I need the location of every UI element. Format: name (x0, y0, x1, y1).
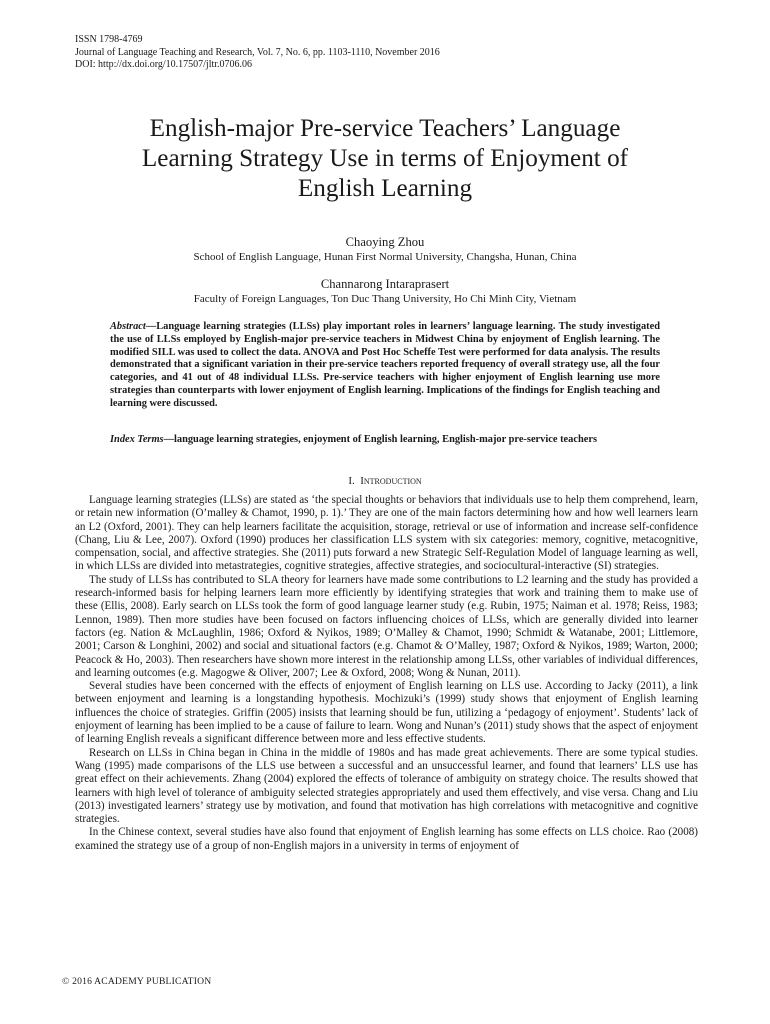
publisher-footer: © 2016 ACADEMY PUBLICATION (62, 976, 212, 987)
index-terms (110, 434, 670, 447)
abstract-label: Abstract (110, 321, 146, 332)
journal-citation-line: Journal of Language Teaching and Research, Vol. 7, No. 6, pp. 1103-1110, November 2016 (75, 46, 440, 58)
author-name-2: Channarong Intaraprasert (320, 277, 450, 291)
paragraph: In the Chinese context, several studies have also found that enjoyment of English learning has some effects on LLS choice. Rao (2008) examined the strategy use of a group of non-English majors in a university in terms of enjoyment of (75, 826, 698, 852)
section-heading (0, 475, 770, 487)
author-affiliation-1: School of English Language, Hunan First Normal University, Changsha, Hunan, China (193, 251, 577, 263)
index-terms-label: Index Terms (110, 434, 164, 445)
body-text (75, 494, 698, 853)
journal-header (75, 34, 440, 72)
abstract-text: —Language learning strategies (LLSs) play important roles in learners’ language learning. The study investigated the use of LLSs employed by English-major pre-service teachers in Midwest China by enjoyment of English learning. The modified SILL was used to collect the data. ANOVA and Post Hoc Scheffe Test were performed for data analysis. The results demonstrated that a significant variation in their pre-service teachers reported frequency of overall strategy use, all the four categories, and 41 out of 48 individual LLSs. Pre-service teachers with higher enjoyment of English learning use more strategies than counterparts with lower enjoyment of English learning. Implications of the findings for English teaching and learning were discussed. (110, 321, 660, 409)
section-title: Introduction (360, 475, 422, 487)
title-line-3: English Learning (297, 175, 473, 202)
title-line-1: English-major Pre-service Teachers’ Language (149, 115, 621, 142)
paper-title (60, 114, 710, 204)
abstract (110, 321, 660, 411)
doi-line: DOI: http://dx.doi.org/10.17507/jltr.0706.06 (75, 59, 253, 71)
paragraph: Several studies have been concerned with the effects of enjoyment of English learning on LLS use. According to Jacky (2011), a link between enjoyment and learning is a longstanding hypothesis. Mochizuki’s (1999) study shows that enjoyment of English learning influences the choice of strategies. Griffin (2005) insists that learning should be fun, utilizing a ‘pedagogy of enjoyment’. Students’ lack of enjoyment of learning has been implied to be a cause of failure to learn. Wong and Nunan’s (2011) study shows that the aspect of enjoyment of learning English reveals a significant difference between more and less effective students. (75, 680, 698, 746)
paragraph: Language learning strategies (LLSs) are stated as ‘the special thoughts or behaviors that individuals use to help them comprehend, learn, or retain new information (O’malley & Chamot, 1990, p. 1).’ They are one of the main factors determining how and how well learners learn an L2 (Oxford, 2001). They can help learners facilitate the acquisition, storage, retrieval or use of information and increase self-confidence (Chang, Liu & Lee, 2007). Oxford (1990) produces her classification LLS system with six categories: memory, cognitive, metacognitive, compensation, social, and affective strategies. She (2011) puts forward a new Strategic Self-Regulation Model of language learning as well, in which LLSs are divided into metastrategies, cognitive strategies, affective strategies, and sociocultural-interactive (SI) strategies. (75, 494, 698, 573)
author-affiliation-2: Faculty of Foreign Languages, Ton Duc Thang University, Ho Chi Minh City, Vietnam (193, 293, 577, 305)
title-line-2: Learning Strategy Use in terms of Enjoyment of (141, 145, 629, 172)
paragraph: Research on LLSs in China began in China in the middle of 1980s and has made great achievements. There are some typical studies. Wang (1995) made comparisons of the LLS use between a successful and an unsuccessful learner, and found that learners’ LLS use has great effect on their achievements. Zhang (2004) explored the effects of tolerance of ambiguity on strategy choice. The results showed that learners with high level of tolerance of ambiguity selected strategies appropriately and used them effectively, and vise versa. Chang and Liu (2013) investigated learners’ strategy use by motivation, and found that motivation has high correlations with metacognitive and cognitive strategies. (75, 746, 698, 826)
paragraph: The study of LLSs has contributed to SLA theory for learners have made some contributions to L2 learning and the study has provided a research-informed basis for helping learners learn more efficiently by identifying strategies that work and training them to make use of these (Ellis, 2008). Early search on LLSs took the form of good language learner study (e.g. Rubin, 1975; Naiman et al. 1978; Reiss, 1983; Lennon, 1989). Then more studies have been focused on factors influencing choices of LLSs, which are generally divided into learner factors (eg. Nation & McLaughlin, 1986; Oxford & Nyikos, 1989; O’Malley & Chamot, 1990; Schmidt & Watanabe, 2001; Littlemore, 2001; Carson & Longhini, 2002) and social and situational factors (e.g. Chamot & O’Malley, 1987; Oxford & Nyikos, 1989; Warton, 2000; Peacock & Ho, 2003). Then researchers have shown more interest in the relationship among LLSs, other variables of individual differences, and learning outcomes (e.g. Magogwe & Oliver, 2007; Lee & Oxford, 2008; Wong & Nunan, 2011). (75, 573, 698, 679)
author-name-1: Chaoying Zhou (345, 235, 425, 249)
section-number: I. (348, 475, 355, 487)
index-terms-text: —language learning strategies, enjoyment of English learning, English-major pre-service teachers (163, 434, 597, 445)
issn-line: ISSN 1798-4769 (75, 34, 143, 45)
